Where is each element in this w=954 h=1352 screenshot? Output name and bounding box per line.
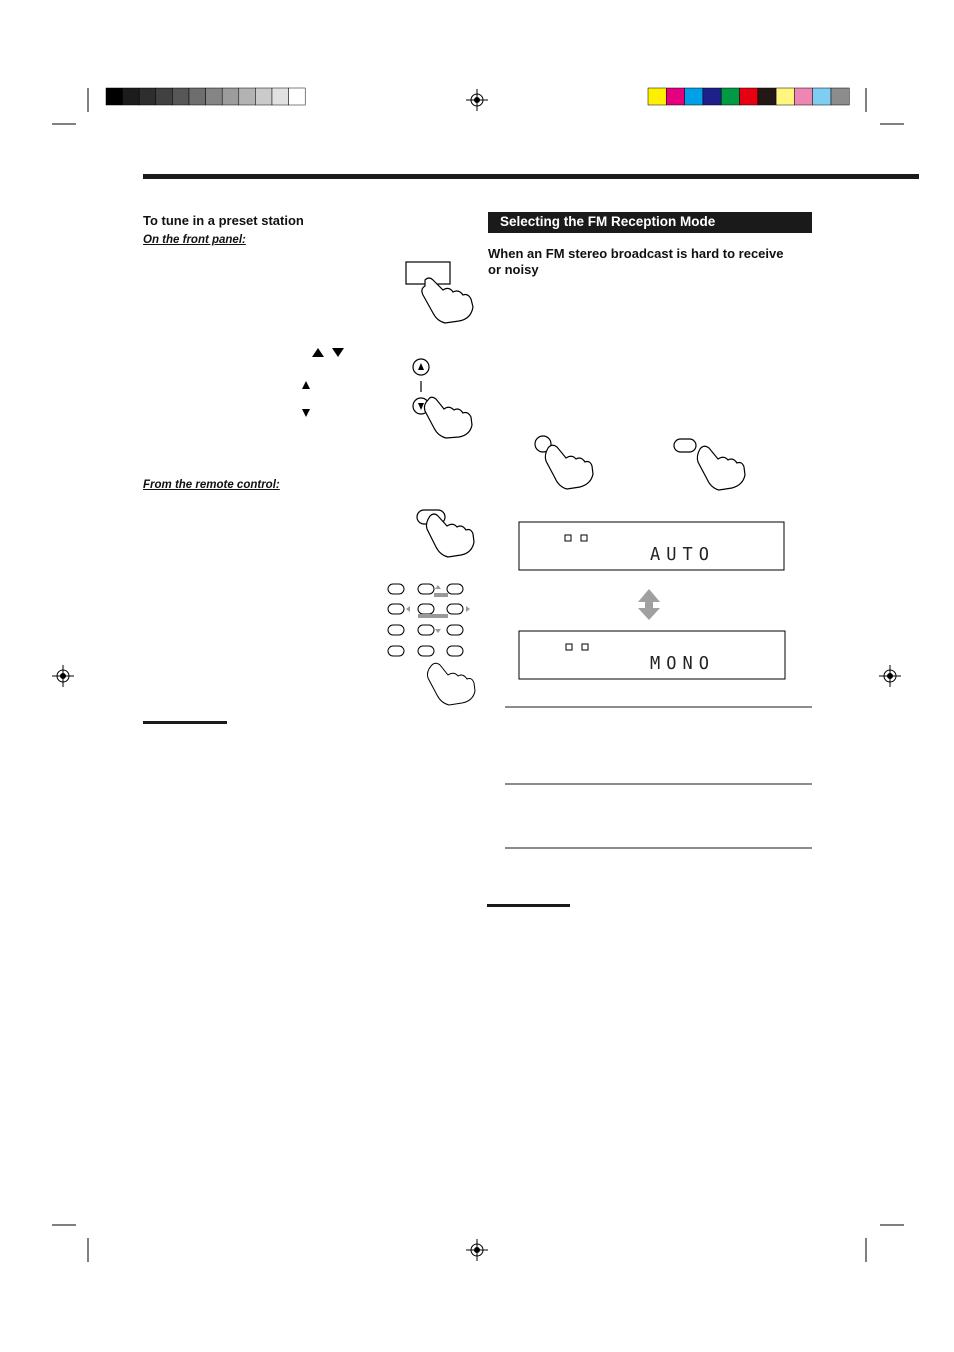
color-swatch xyxy=(758,88,776,105)
registration-target-left xyxy=(52,665,74,687)
color-swatch xyxy=(272,88,289,105)
color-calibration-bar xyxy=(648,88,849,105)
remote-fm-mode-button-hand-illustration xyxy=(674,439,745,490)
down-arrow-icon xyxy=(302,409,310,417)
fm-mode-button-hand-illustration xyxy=(535,436,593,489)
color-swatch xyxy=(740,88,758,105)
display-mode-auto: AUTO xyxy=(650,544,715,566)
inline-arrow-glyphs xyxy=(302,348,344,417)
color-swatch xyxy=(222,88,239,105)
registration-target-right xyxy=(879,665,901,687)
color-swatch xyxy=(776,88,794,105)
preset-button-hand-illustration xyxy=(406,262,473,323)
color-swatch xyxy=(648,88,666,105)
front-panel-label: On the front panel: xyxy=(143,234,246,246)
color-swatch xyxy=(831,88,849,105)
remote-control-label: From the remote control: xyxy=(143,479,280,491)
registration-target-bottom xyxy=(466,1239,488,1261)
color-swatch xyxy=(189,88,206,105)
remote-keypad-illustration xyxy=(388,584,475,705)
color-swatch xyxy=(239,88,256,105)
down-arrow-icon xyxy=(332,348,344,357)
fm-stereo-subheading: When an FM stereo broadcast is hard to receive or noisy xyxy=(488,246,784,277)
display-mode-mono: MONO xyxy=(650,653,715,675)
header-rule xyxy=(143,174,919,179)
table-rules xyxy=(505,707,812,848)
front-panel-updown-buttons-illustration xyxy=(413,359,472,438)
grayscale-calibration-bar xyxy=(106,88,305,105)
color-swatch xyxy=(721,88,739,105)
preset-tuning-heading: To tune in a preset station xyxy=(143,213,304,228)
remote-button-hand-illustration xyxy=(417,510,474,557)
up-arrow-icon xyxy=(302,381,310,389)
color-swatch xyxy=(255,88,272,105)
left-section-rule xyxy=(143,721,227,724)
color-swatch xyxy=(703,88,721,105)
right-section-rule xyxy=(487,904,570,907)
color-swatch xyxy=(813,88,831,105)
registration-target-top xyxy=(466,89,488,111)
color-swatch xyxy=(685,88,703,105)
up-arrow-icon xyxy=(312,348,324,357)
color-swatch xyxy=(172,88,189,105)
color-swatch xyxy=(794,88,812,105)
color-swatch xyxy=(106,88,123,105)
color-swatch xyxy=(666,88,684,105)
section-title-fm-reception: Selecting the FM Reception Mode xyxy=(488,212,812,233)
color-swatch xyxy=(156,88,173,105)
color-swatch xyxy=(289,88,306,105)
color-swatch xyxy=(123,88,140,105)
toggle-double-arrow-icon xyxy=(638,589,660,620)
color-swatch xyxy=(139,88,156,105)
color-swatch xyxy=(206,88,223,105)
